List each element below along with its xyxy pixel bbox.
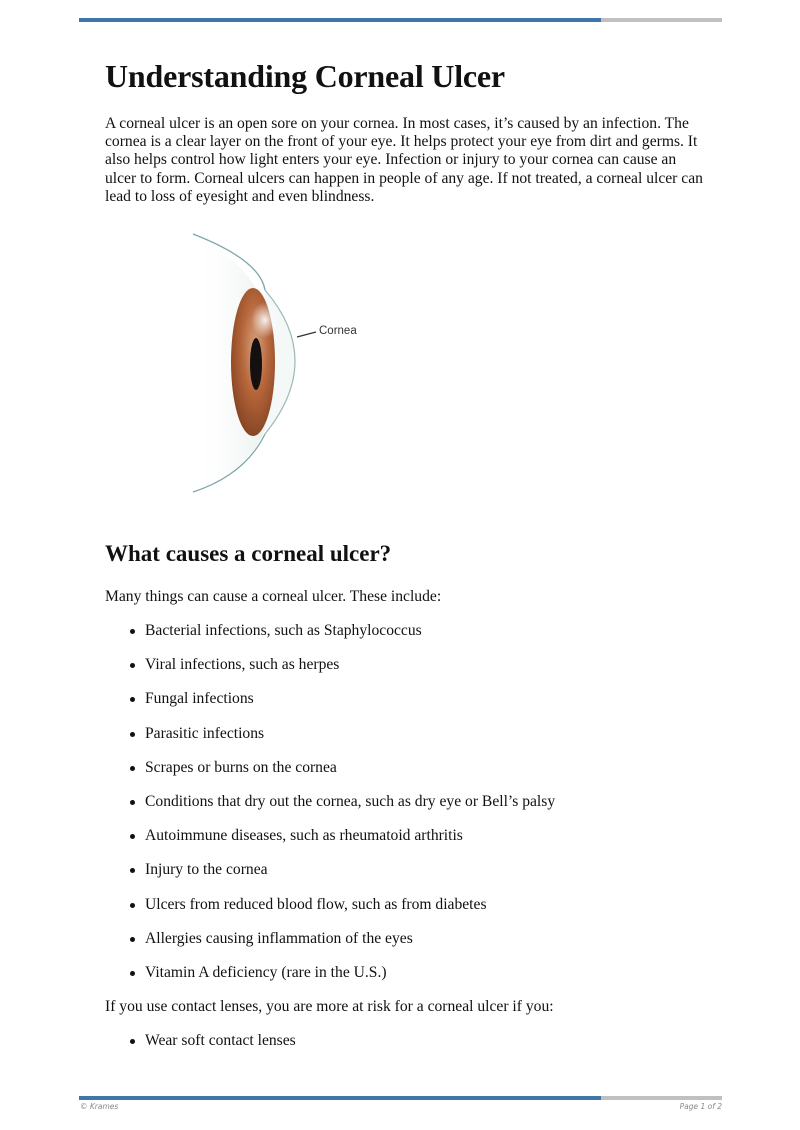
list-item (105, 793, 555, 827)
footer-bar (79, 1096, 722, 1100)
bullet-icon (130, 732, 135, 737)
bullet-icon (130, 903, 135, 908)
cornea-label: Cornea (319, 325, 357, 337)
list-item (105, 622, 555, 656)
bullet-icon (130, 834, 135, 839)
cornea-illustration (185, 230, 385, 495)
list-item (105, 861, 555, 895)
bullet-icon (130, 697, 135, 702)
header-bar-track (601, 18, 722, 22)
bullet-icon (130, 1039, 135, 1044)
eye-diagram (185, 230, 385, 495)
list-item (105, 690, 555, 724)
list-item-text: Fungal infections (145, 690, 254, 708)
section-heading: What causes a corneal ulcer? (105, 541, 392, 566)
bullet-icon (130, 937, 135, 942)
intro-paragraph: A corneal ulcer is an open sore on your cornea. In most cases, it’s caused by an infection. The cornea is a clear layer on the front of your eye. It helps protect your eye from dirt and germs. It also helps control how light enters your eye. Infection or injury to your cornea can cause an ulcer to form. Corneal ulcers can happen in people of any age. If not treated, a corneal ulcer can lead to loss of eyesight and even blindness. (105, 115, 703, 205)
leader-line (297, 332, 316, 337)
bullet-icon (130, 868, 135, 873)
list-item-text: Conditions that dry out the cornea, such as dry eye or Bell’s palsy (145, 792, 556, 810)
list-item-text: Scrapes or burns on the cornea (145, 758, 337, 776)
list-item-text: Viral infections, such as herpes (145, 656, 340, 674)
header-bar (79, 18, 722, 22)
bullet-icon (130, 629, 135, 634)
list-item (105, 656, 555, 690)
copyright: © Krames (80, 1102, 119, 1111)
list-item (105, 930, 555, 964)
list-item (105, 896, 555, 930)
list-item-text: Wear soft contact lenses (145, 1032, 296, 1049)
list-item-text: Bacterial infections, such as Staphylococcus (145, 622, 422, 639)
header-bar-accent (79, 18, 601, 22)
list-item-text: Vitamin A deficiency (rare in the U.S.) (145, 963, 387, 981)
list-item-text: Parasitic infections (145, 724, 265, 742)
list-item (105, 759, 555, 793)
list-item (105, 1032, 296, 1066)
contacts-lead: If you use contact lenses, you are more at risk for a corneal ulcer if you: (105, 998, 554, 1015)
bullet-icon (130, 766, 135, 771)
footer-bar-track (601, 1096, 722, 1100)
page-number: Page 1 of 2 (679, 1102, 722, 1111)
bullet-icon (130, 800, 135, 805)
list-item-text: Allergies causing inflammation of the eyes (145, 929, 413, 947)
causes-lead: Many things can cause a corneal ulcer. These include: (105, 588, 442, 605)
causes-list (105, 622, 555, 998)
contacts-list (105, 1032, 296, 1066)
bullet-icon (130, 971, 135, 976)
footer-bar-accent (79, 1096, 601, 1100)
list-item (105, 964, 555, 998)
list-item-text: Injury to the cornea (145, 861, 268, 879)
bullet-icon (130, 663, 135, 668)
list-item-text: Ulcers from reduced blood flow, such as from diabetes (145, 895, 487, 913)
list-item (105, 725, 555, 759)
list-item (105, 827, 555, 861)
list-item-text: Autoimmune diseases, such as rheumatoid arthritis (145, 827, 463, 845)
glare-highlight (251, 302, 279, 338)
pupil-shape (250, 338, 262, 390)
page-title: Understanding Corneal Ulcer (105, 58, 505, 94)
